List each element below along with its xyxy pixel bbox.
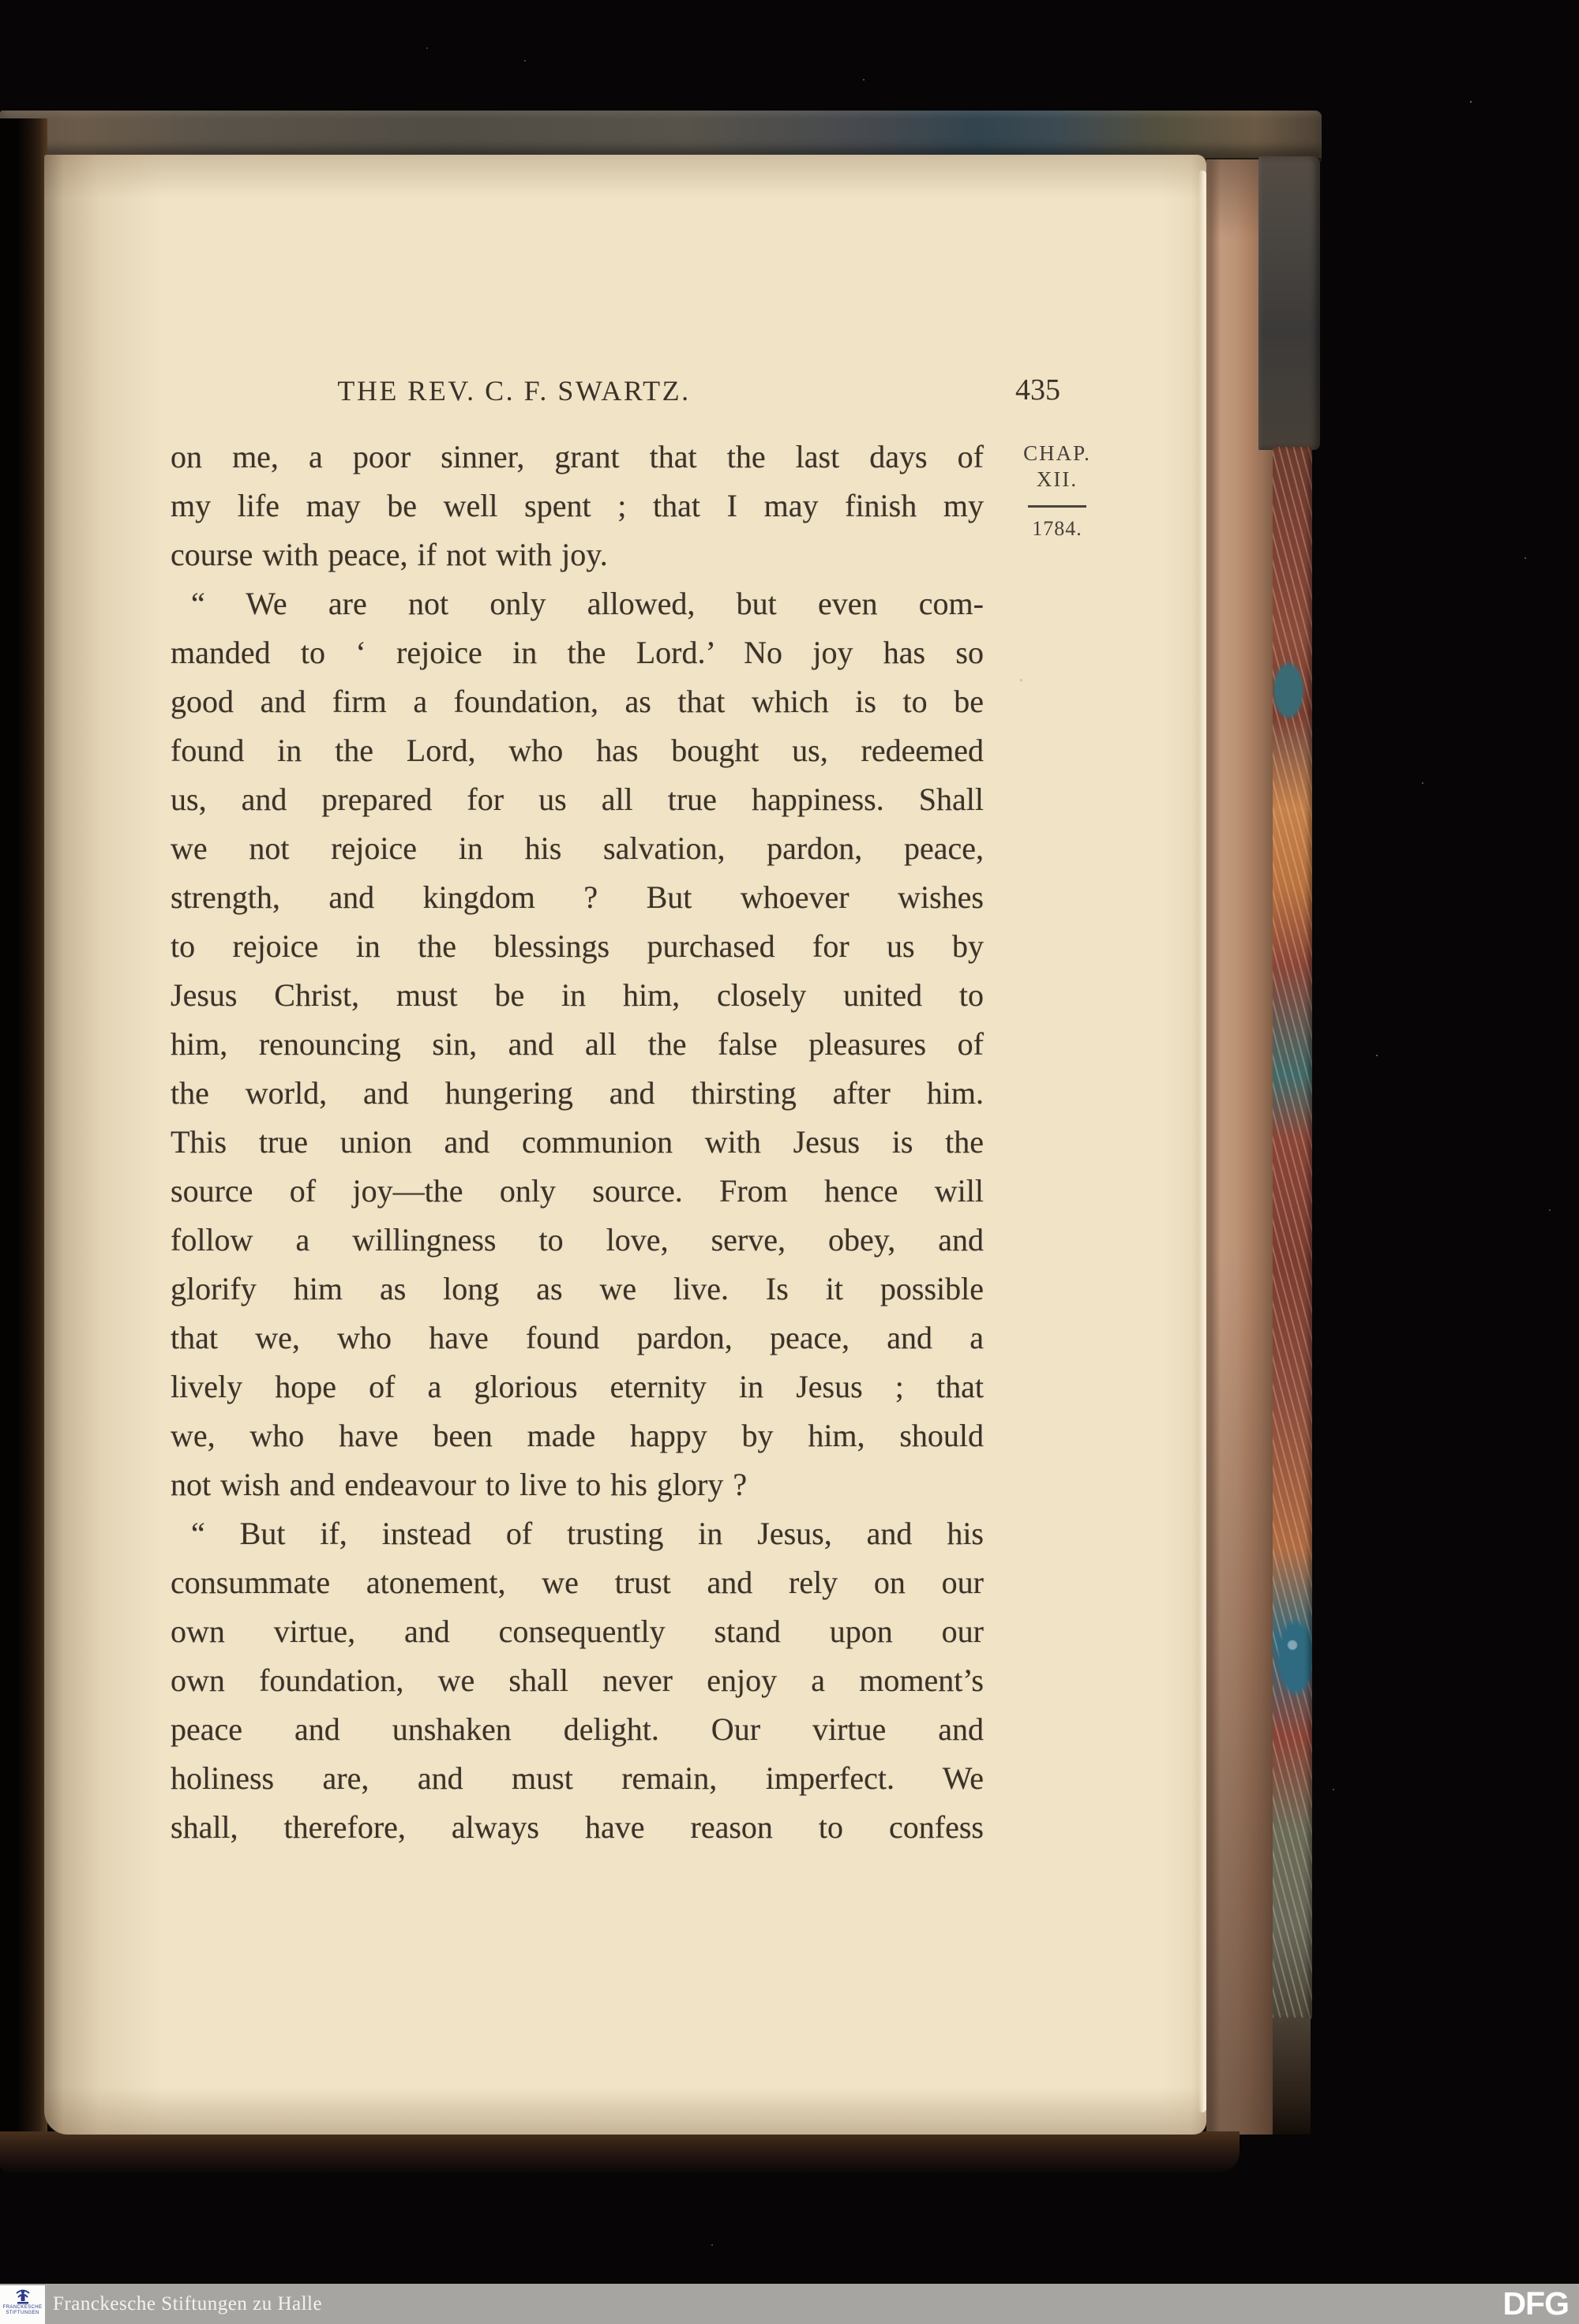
text-line: us, and prepared for us all true happiness. Shall	[171, 782, 984, 817]
footer-bar	[0, 2284, 1579, 2324]
text-line: holiness are, and must remain, imperfect. We	[171, 1760, 984, 1796]
margin-chap-label: CHAP.	[1023, 441, 1091, 465]
text-line: course with peace, if not with joy.	[171, 537, 608, 572]
margin-rule	[1028, 505, 1086, 508]
page-number: 435	[1015, 373, 1060, 407]
text-line: own foundation, we shall never enjoy a moment’s	[171, 1662, 984, 1698]
page-body-text	[171, 433, 984, 1852]
margin-year: 1784.	[1032, 517, 1082, 540]
text-line: shall, therefore, always have reason to confess	[171, 1809, 984, 1845]
text-line: “ We are not only allowed, but even com-	[191, 586, 984, 621]
text-line: we, who have been made happy by him, should	[171, 1418, 984, 1453]
text-line: consummate atonement, we trust and rely on our	[171, 1565, 984, 1600]
text-line: to rejoice in the blessings purchased for us by	[171, 928, 984, 964]
text-line: my life may be well spent ; that I may finish my	[171, 488, 984, 523]
text-line: on me, a poor sinner, grant that the last days of	[171, 439, 984, 474]
library-name: Franckesche Stiftungen zu Halle	[53, 2293, 323, 2315]
book-bottom-edge	[0, 2131, 1240, 2172]
text-line: glorify him as long as we live. Is it possible	[171, 1271, 984, 1306]
book-cover-corner	[1258, 156, 1320, 450]
running-header: THE REV. C. F. SWARTZ.	[337, 375, 691, 407]
dfg-logo: DFG	[1502, 2285, 1569, 2322]
francke-emblem-icon	[9, 2288, 36, 2305]
marbled-edge-shadow	[1273, 2018, 1311, 2135]
text-line: This true union and communion with Jesus is the	[171, 1124, 984, 1160]
text-line: found in the Lord, who has bought us, redeemed	[171, 733, 984, 768]
foxing-spots	[44, 155, 47, 157]
text-line: follow a willingness to love, serve, obey, and	[171, 1222, 984, 1258]
margin-chap-number: XII.	[1036, 467, 1078, 491]
text-line: not wish and endeavour to live to his glory ?	[171, 1467, 748, 1502]
text-line: lively hope of a glorious eternity in Jesus ; that	[171, 1369, 984, 1404]
library-logo	[0, 2285, 45, 2324]
text-line: good and firm a foundation, as that which is to be	[171, 684, 984, 719]
text-line: peace and unshaken delight. Our virtue and	[171, 1711, 984, 1747]
chapter-margin-note	[994, 440, 1120, 541]
text-line: him, renouncing sin, and all the false pleasures of	[171, 1026, 984, 1062]
logo-caption-line1: FRANCKESCHE	[2, 2305, 43, 2310]
paragraph-continued	[171, 433, 984, 579]
text-line: own virtue, and consequently stand upon our	[171, 1614, 984, 1649]
paragraph-quote-1	[171, 579, 984, 1509]
text-line: Jesus Christ, must be in him, closely united to	[171, 977, 984, 1013]
marbled-endpaper-edge	[1273, 447, 1312, 2019]
logo-caption-line2: STIFTUNGEN	[6, 2311, 39, 2315]
text-line: “ But if, instead of trusting in Jesus, and his	[191, 1516, 984, 1551]
text-line: strength, and kingdom ? But whoever wishes	[171, 879, 984, 915]
page-edge-highlight	[1198, 171, 1206, 2112]
text-line: the world, and hungering and thirsting after him.	[171, 1075, 984, 1111]
book-gutter-shadow	[0, 118, 47, 2171]
text-line: source of joy—the only source. From hence will	[171, 1173, 984, 1209]
text-line: that we, who have found pardon, peace, and a	[171, 1320, 984, 1355]
text-line: we not rejoice in his salvation, pardon, peace,	[171, 830, 984, 866]
book-page	[44, 155, 1206, 2135]
text-line: manded to ‘ rejoice in the Lord.’ No joy has so	[171, 635, 984, 670]
dust-specks	[0, 0, 2, 2]
paragraph-quote-2	[171, 1509, 984, 1852]
book-fore-edge-pages	[1206, 159, 1274, 2135]
